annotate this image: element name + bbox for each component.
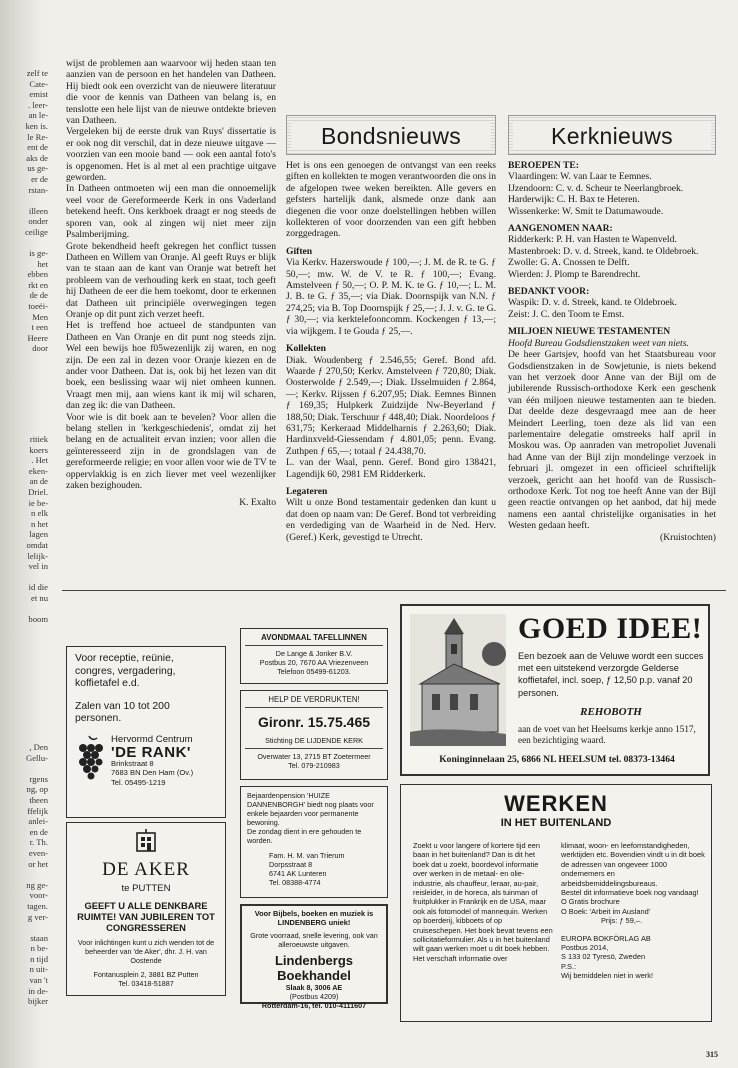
kollekten-heading: Kollekten [286,343,326,355]
beroepen-item: Wissenkerke: W. Smit te Datumawoude. [508,205,664,217]
giro-org: Stichting DE LIJDENDE KERK [265,736,363,745]
spine-block-1 [0,68,52,354]
legateren-heading: Legateren [286,485,328,497]
rank-addr2: 7683 BN Den Ham (Ov.) [111,768,194,778]
lind-name2: Boekhandel [277,967,351,983]
spine-text-line: staan [30,932,48,943]
spine-text-line: Driel. [28,486,48,497]
spine-text-line [0,869,52,880]
spine-text-line: van 't [29,975,48,986]
spine-text-line: le Re- [27,131,48,142]
spine-block-2 [0,434,52,625]
spine-text-line: rstan- [28,184,48,195]
spine-text-line: ffelijk [27,805,48,816]
spine-text-line: ken is. [25,120,48,131]
goed-text: Een bezoek aan de Veluwe wordt een succes met een uitstekend verzorgde Gelderse koffietafel, incl. soep, ƒ 12,50 p.p. vanaf 20 personen. [518,651,704,698]
lind-addr2: (Postbus 4209) [289,991,339,1001]
aangenomen-heading: AANGENOMEN NAAR: [508,223,613,235]
building-icon [133,829,159,855]
spine-text-line: r. Th. [29,837,48,848]
spine-text-line: lelijk- [27,550,48,561]
spine-text-line [0,922,52,933]
ad-goed-idee [400,604,710,776]
spine-text-line: anlei- [28,816,48,827]
article-paragraph: In Datheen ontmoeten wij een man die onnoemelijk veel voor de Gereformeerde Kerk in ons Vaderland betekend heeft. Ons kerkboek draagt er nog steeds de sporen van, ook al zingen wij niet meer zijn Psalmberijming. [66,183,276,241]
werken-ps-text: Wij bemiddelen niet in werk! [561,971,654,981]
ad-werken-buitenland [400,784,712,1022]
aangenomen-item: Ridderkerk: P. H. van Hasten te Wapenveld. [508,234,677,246]
spine-text-line: en de [29,826,48,837]
article-author: K. Exalto [239,497,276,509]
giro-number: Gironr. 15.75.465 [257,714,371,730]
ad-lindenbergs [240,904,388,1010]
article-paragraph: Het is treffend hoe actueel de standpunten van Datheen en Van Oranje en dit punt nog steeds zijn. Wel een bewijs hoe f05wezenlijk zij waren, en nog zijn. De een zal in dezen voor Oranje kiezen en de ander voor Datheen. Dat is, ook bij het lezen van dit boek, een beslissing waar wij niet omheen kunnen. Vraagt men mij, aan wiens kant ik mij wil scharen, dan zeg ik: die van Datheen. [66,320,276,412]
spine-text-line: t een [31,322,48,333]
spine-text-line: het [37,258,48,269]
huize-sunday: De zondag dient in ere gehouden te worden. [247,827,362,845]
spine-text-line: in de- [28,985,48,996]
miljoen-text: De heer Gartsjev, hoofd van het Staatsbureau voor Godsdienstzaken in de Sowjetunie, is niets bekend van het verzoek door Anne van der Bijl om de jubilerende Russisch-orthodoxe Kerk een geschenk van één miljoen nieuwe testamenten aan te bieden. Dat deelde deze desgevraagd mee aan de heer Meindert Leerling, toen deze als lid van een parlementaire delegatie omstreeks half april in Moskou was. Op aanraden van metropoliet Juvenali had Anne van der Bijl zijn mondelinge verzoek in februari jl. omgezet in een officieel schriftelijk verzoek, gericht aan het hoofd van de Russisch-orthodoxe Kerk. Tot nog toe heeft Anne van der Bijl geen reactie ontvangen op het aanbod, dat hij mede namens een aantal christelijke organisaties in het Westen gedaan heeft. [508,349,716,532]
spine-text-line: tagen. [27,900,48,911]
spine-text-line: ng, op [26,784,48,795]
spine-text-line: koers [29,444,48,455]
spine-text-line: even- [28,847,48,858]
huize-text: Bejaardenpension 'HUIZE DANNENBORGH' biedt nog plaats voor enkele bejaarden voor permanente bewoning. [247,791,374,827]
rank-line: congres, vergadering, [75,665,176,677]
facing-page-edge [0,0,52,1068]
tafel-line: Postbus 20, 7670 AA Vriezenveen [259,658,369,667]
spine-text-line: bijker [27,996,48,1007]
article-paragraph: Voor wie is dit boek aan te bevelen? Voor allen die belang stellen in 'kerkgeschiedenis', omdat zij het belang en de actualiteit ervan inzien; voor allen die geïnteresseerd zijn in de grondslagen van de gereformeerde religie; en voor allen voor wie de TV te oppervlakkig is en zich liever met veel wezenlijker zaken bezighouden. [66,411,276,492]
lind-addr1: Slaak 8, 3006 AE [285,982,343,992]
spine-text-line: n elk [31,508,48,519]
spine-text-line: Men [32,311,48,322]
bondsnieuws-title: Bondsnieuws [320,122,462,149]
kollekten-text: Diak. Woudenberg ƒ 2.546,55; Geref. Bond afd. Waarde ƒ 270,50; Kerkv. Amstelveen ƒ 720,80; Diak. Oosterwolde ƒ 2.549,—; Diak. IJsselmuiden ƒ 2.864,—; Kerkv. Rijssen ƒ 6.207,95; Diak. Eemnes Binnen ƒ 169,35; Hulpkerk Zuidzijde Nw-Beyerland ƒ 188,50; Diak. Terschuur ƒ 448,40; Diak. Noordeloos ƒ 631,75; Kerkeraad Middelharnis ƒ 2.263,60; Diak. Hardinxveld-Giessendam ƒ 4.801,05; penn. Evang. Zuthpen ƒ 65,—; totaal ƒ 24.438,70. [286,354,496,457]
section-divider [62,590,726,591]
bedankt-item: Zeist: J. C. den Toom te Emst. [508,308,625,320]
werken-right: klimaat, woon- en leefomstandigheden, werktijden etc. Bovendien vindt u in dit boek de adressen van ongeveer 1000 ondernemers en arbeidsbemiddelingsbureaus. [561,841,705,888]
spine-text-line: theen [29,794,48,805]
goed-title: GOED IDEE! [518,612,703,645]
spine-text-line: voor- [29,890,48,901]
rank-name: 'DE RANK' [111,743,191,761]
werken-org: EUROPA BOKFÖRLAG AB [561,933,651,943]
bondsnieuws-intro: Het is ons een genoegen de ontvangst van een reeks giften en kollekten te mogen verantwoorden die ons in de afgelopen twee weken bereikten. Alle gevers en gefsters hartelijk dank, alsmede onze dank aan diegenen die voor onze doelstellingen hebben willen kollekteren of voor doorzenden van een gift hebben zorggedragen. [286,160,496,240]
spine-text-line: illeen [28,205,48,216]
bedankt-item: Waspik: D. v. d. Streek, kand. te Oldebroek. [508,297,677,309]
huize-addr1: Dorpsstraat 8 [269,860,313,869]
lind-name1: Lindenbergs [274,952,353,968]
werken-right-col [561,841,705,981]
rank-line: Voor receptie, reünie, [75,653,174,664]
lind-top: Voor Bijbels, boeken en muziek is LINDENBERG uniek! [254,909,374,927]
spine-text-line: ng ge- [26,879,48,890]
bondsnieuws-column [286,160,496,543]
huize-tel: Tel. 08388-4774 [269,878,321,887]
spine-text-line: n be- [30,943,48,954]
spine-text-line: rkt en [28,279,48,290]
werken-subtitle: IN HET BUITENLAND [500,817,612,829]
spine-text-line: omdat [26,539,48,550]
giro-tel: Tel. 079-210983 [288,761,340,770]
bondsnieuws-header [286,115,496,155]
goed-address: Koninginnelaan 25, 6866 NL HEELSUM tel. 08373-13464 [439,754,675,765]
spine-text-line: us ge- [27,163,48,174]
aker-info: Voor inlichtingen kunt u zich wenden tot de beheerder van 'de Aker', dhr. J. H. van Oostende [77,938,215,965]
spine-block-3 [0,742,52,1007]
miljoen-source: (Kruistochten) [660,531,716,543]
spine-text-line: de de [29,290,48,301]
beroepen-item: Harderwijk: C. H. Bax te Heteren. [508,194,640,206]
spine-text-line: ie be- [28,497,48,508]
spine-text-line [0,238,52,249]
spine-text-line: lagen [29,529,48,540]
spine-text-line: ent de [27,142,48,153]
spine-text-line: id die [28,582,48,593]
spine-text-line [0,195,52,206]
spine-text-line: n uit- [29,964,48,975]
giro-addr: Overwater 13, 2715 BT Zoetermeer [257,752,371,761]
spine-text-line: Heere [27,332,48,343]
rank-addr1: Brinkstraat 8 [111,759,154,769]
spine-text-line: ritiek [29,434,48,444]
spine-text-line: onder [28,216,48,227]
aangenomen-item: Mastenbroek: D. v. d. Streek, kand. te Oldebroek. [508,245,699,257]
miljoen-heading: MILJOEN NIEUWE TESTAMENTEN [508,326,671,338]
huize-addr2: 6741 AK Lunteren [269,869,327,878]
spine-text-line: boom [28,614,48,625]
article-paragraph: wijst de problemen aan waarvoor wij heden staan ten aanzien van de persoon en het handelen van Datheen. Hij biedt ook een overzicht van de nieuwere literatuur die voor de kennis van Datheen van belang is, en tenslotte een hele lijst van de nieuwe ontdekte brieven van Datheen. [66,58,276,127]
spine-text-line: et nu [31,592,48,603]
ad-huize-dannenborgh [240,786,388,898]
spine-text-line: . Het [31,455,48,466]
aker-headline: GEEFT U ALLE DENKBARE RUIMTE! VAN JUBILEREN TOT CONGRESSEREN [77,900,215,933]
werken-title: WERKEN [504,791,608,816]
aker-name: DE AKER [102,859,190,880]
spine-text-line [0,763,52,774]
tafel-line: De Lange & Jonker B.V. [275,649,353,658]
legateren-text: Wilt u onze Bond testamentair gedenken dan kunt u dat doen op naam van: De Geref. Bond tot verbreiding en verdediging van de Waarheid in de Ned. Herv. (Geref.) Kerk, gevestigd te Utrecht. [286,497,496,543]
aangenomen-item: Zwolle: G. A. Cnossen te Delft. [508,257,630,269]
huize-name: Fam. H. M. van Trierum [269,851,345,860]
goed-name: REHOBOTH [580,706,642,718]
aker-tel: Tel. 03418-51887 [118,979,174,988]
spine-text-line: n het [31,518,48,529]
church-illustration-icon [410,614,506,746]
werken-option-book[interactable]: O Boek: 'Arbeit im Ausland' [561,906,651,916]
werken-addr2: S 133 02 Tyresö, Zweden [561,952,646,962]
spine-text-line: toeëi- [28,301,48,312]
ad-de-rank [66,646,226,818]
miljoen-lead: Hoofd Bureau Godsdienstzaken weet van niets. [508,337,689,349]
rank-tel: Tel. 05495-1219 [111,777,166,787]
spine-text-line: aks de [26,152,48,163]
spine-text-line: er de [31,173,48,184]
giro-top: HELP DE VERDRUKTEN! [268,695,360,704]
rank-org: Hervormd Centrum [111,733,193,745]
kerknieuws-header [508,115,716,155]
giften-text: Via Kerkv. Hazerswoude ƒ 100,—; J. M. de R. te G. ƒ 50,—; mw. W. de V. te R. ƒ 100,—; Evang. Amstelveen ƒ 50,—; O. P. M. K. te G. ƒ 10,—; L. M. J. B. te G. ƒ 35,—; via Diak. Doornspijk van N.N. ƒ 274,25; via B. Top Doornspijk ƒ 25,—; J. J. v. G. te G. ƒ 30,—; via kerktelefooncomm. Kockengen ƒ 13,—; via wijkgem. I te Gouda ƒ 25,—. [286,257,496,337]
beroepen-item: Vlaardingen: W. van Laar te Eemnes. [508,171,652,183]
spine-text-line: eken- [28,465,48,476]
goed-sub: aan de voet van het Heelsums kerkje anno 1517, een bezichtiging waard. [518,724,696,746]
werken-bestel: Bestel dit informatieve boek nog vandaag! [561,888,699,898]
lind-addr3: Rotterdam-16, tel. 010-4111607 [261,1000,367,1010]
lind-sub: Grote voorraad, snelle levering, ook van alleroeuwste uitgaven. [250,930,378,949]
werken-ps: P.S.: [561,961,577,971]
spine-text-line: ebben [27,269,48,280]
spine-text-line: is ge- [29,248,48,259]
page-number: 315 [706,1050,718,1059]
aker-place: te PUTTEN [121,883,171,894]
spine-text-line [0,604,52,615]
beroepen-heading: BEROEPEN TE: [508,160,579,171]
ad-lijdende-kerk [240,690,388,780]
spine-text-line: Cate- [29,78,48,89]
article-column [66,58,276,509]
article-paragraph: Grote bekendheid heeft gekregen het conflict tussen Datheen en Willem van Oranje. Al geeft Ruys er blijk van te staan aan de kant van Oranje wat betreft het probleem van de verhouding kerk en staat, toch geeft hij Datheen de eer die hem toekomt, door te erkennen dat Datheen uit principiële overwegingen tegen Oranje op dit punt zich verzet heeft. [66,240,276,320]
spine-text-line: door [32,343,48,354]
ad-tafellinnen [240,628,388,684]
spine-text-line: an de [29,476,48,487]
spine-text-line: n tijd [30,953,48,964]
kerknieuws-title: Kerknieuws [551,122,673,149]
spine-text-line: g ver- [27,911,48,922]
rank-line: koffietafel e.d. [75,678,140,690]
spine-text-line: an le- [28,110,48,121]
aangenomen-item: Wierden: J. Plomp te Barendrecht. [508,268,641,280]
spine-text-line: rgens [29,773,48,784]
beroepen-item: IJzendoorn: C. v. d. Scheur te Neerlangbroek. [508,182,684,194]
spine-text-line: , Den [29,742,48,752]
spine-text-line [0,572,52,583]
werken-price: Prijs: ƒ 59,–. [601,916,643,926]
rank-zalen: Zalen van 10 tot 200 personen. [75,700,170,725]
article-paragraph: Vergeleken bij de eerste druk van Ruys' dissertatie is er ook nog dit verschil, dat in deze nieuwe uitgave — voorzien van een mooie band — ook een aantal foto's is opgenomen. Het is al met al een prachtige uitgave geworden. [66,126,276,184]
werken-addr1: Postbus 2014, [561,943,609,953]
kollekten-contact: L. van der Waal, penn. Geref. Bond giro 138421, Lagendijk 60, 2981 EM Ridderkerk. [286,457,496,480]
tafel-line: Telefoon 05499-61203. [277,667,351,676]
spine-text-line: ceilige [25,226,48,237]
giften-heading: Giften [286,245,313,257]
spine-text-line: Gellu- [26,752,48,763]
spine-text-line: . leer- [28,99,48,110]
spine-text-line: vel in [28,561,48,572]
bedankt-heading: BEDANKT VOOR: [508,286,590,298]
ad-de-aker [66,822,226,996]
spine-text-line: zelf te [26,68,48,78]
aker-addr: Fontanusplein 2, 3881 BZ Putten [93,970,199,979]
werken-left: Zoekt u voor langere of kortere tijd een baan in het buitenland? Dan is dit het boek dat u zoekt, boordevol informatie over werken in de metaal- en olie-industrie, als chauffeur, leraar, au-pair, reisleider, in de horeca, als tuinman of fruitplukker in Frankrijk en de USA, maar ook als fotomodel of mannequin. Werken op boerderij, kibboets of op cruiseschepen. Het boek bevat tevens een sollicitatieformulier. Als u in het buitenland wilt gaan werken moet u dit boek hebben. Het verschaft informatie over [413,841,553,963]
kerknieuws-column [508,160,716,543]
werken-option-brochure[interactable]: O Gratis brochure [561,897,620,907]
spine-text-line: or het [28,858,48,869]
tafel-title: AVONDMAAL TAFELLINNEN [261,633,367,642]
grape-cluster-icon [75,734,105,786]
spine-text-line: emist [29,89,48,100]
